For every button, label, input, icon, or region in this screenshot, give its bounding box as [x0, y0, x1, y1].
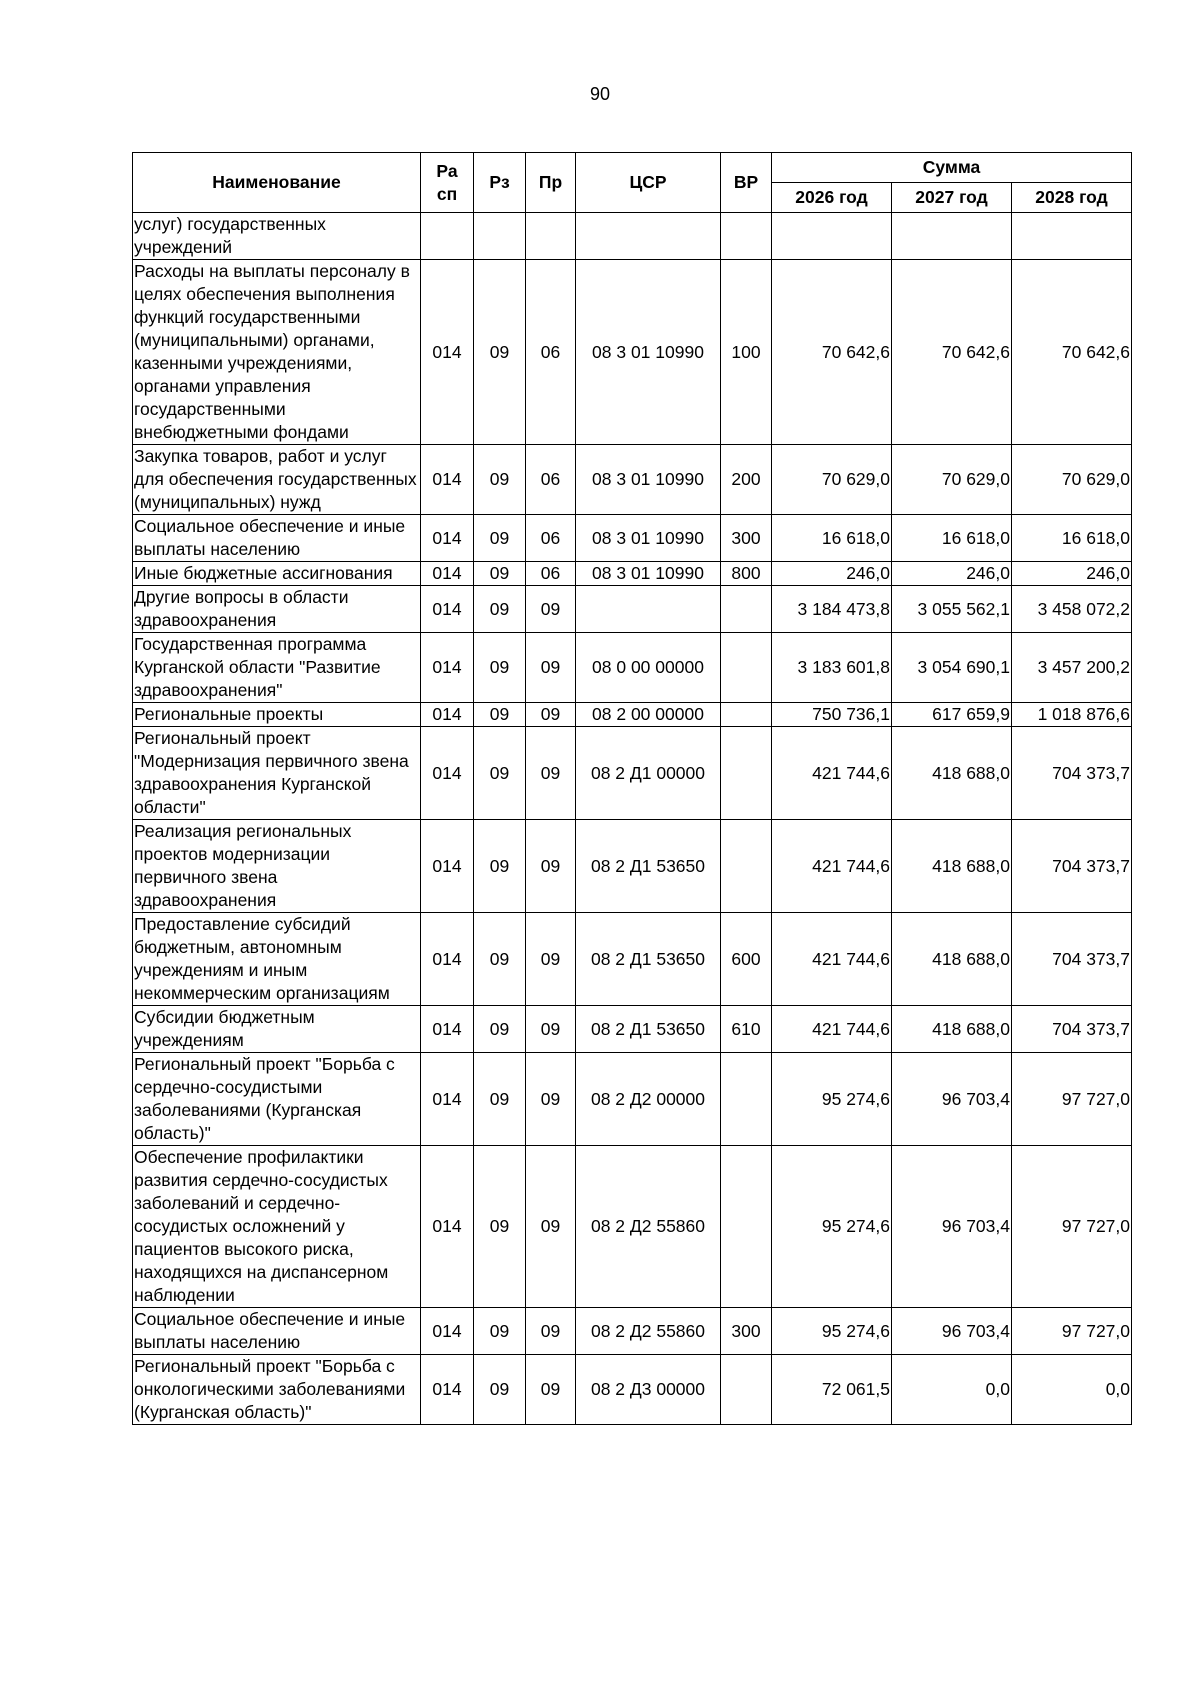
cell-name: Социальное обеспечение и иные выплаты населению	[133, 515, 421, 562]
header-rasp: Ра сп	[421, 153, 474, 213]
cell-2027: 3 055 562,1	[892, 586, 1012, 633]
cell-pr: 09	[526, 913, 576, 1006]
cell-pr: 06	[526, 445, 576, 515]
cell-vr: 200	[721, 445, 772, 515]
cell-pr: 09	[526, 703, 576, 727]
cell-pr: 09	[526, 820, 576, 913]
cell-pr	[526, 213, 576, 260]
cell-name: Реализация региональных проектов модернизации первичного звена здравоохранения	[133, 820, 421, 913]
cell-pr: 09	[526, 1355, 576, 1425]
cell-2026: 95 274,6	[772, 1053, 892, 1146]
cell-rz: 09	[474, 1006, 526, 1053]
cell-rasp: 014	[421, 1355, 474, 1425]
cell-pr: 09	[526, 1006, 576, 1053]
cell-rasp: 014	[421, 515, 474, 562]
cell-2026: 95 274,6	[772, 1308, 892, 1355]
cell-2026: 750 736,1	[772, 703, 892, 727]
cell-csr: 08 2 Д2 00000	[576, 1053, 721, 1146]
cell-pr: 09	[526, 1308, 576, 1355]
cell-2028	[1012, 213, 1132, 260]
cell-csr: 08 2 Д1 53650	[576, 820, 721, 913]
cell-2027: 96 703,4	[892, 1308, 1012, 1355]
cell-csr: 08 2 Д2 55860	[576, 1308, 721, 1355]
page-number: 90	[589, 84, 611, 104]
cell-rz: 09	[474, 562, 526, 586]
cell-2028: 704 373,7	[1012, 1006, 1132, 1053]
cell-2028: 3 458 072,2	[1012, 586, 1132, 633]
cell-2026: 72 061,5	[772, 1355, 892, 1425]
cell-csr: 08 2 00 00000	[576, 703, 721, 727]
cell-2026	[772, 213, 892, 260]
cell-2026: 70 629,0	[772, 445, 892, 515]
cell-2026: 421 744,6	[772, 1006, 892, 1053]
cell-rz: 09	[474, 260, 526, 445]
cell-pr: 09	[526, 633, 576, 703]
table-row	[133, 260, 1132, 445]
cell-rasp	[421, 213, 474, 260]
cell-name: Региональный проект "Модернизация первичного звена здравоохранения Курганской области"	[133, 727, 421, 820]
header-row	[133, 153, 1132, 183]
header-sum: Сумма	[772, 153, 1132, 183]
budget-table	[132, 152, 1132, 1425]
cell-name: Предоставление субсидий бюджетным, автономным учреждениям и иным некоммерческим организациям	[133, 913, 421, 1006]
cell-2028: 16 618,0	[1012, 515, 1132, 562]
cell-rasp: 014	[421, 445, 474, 515]
cell-pr: 09	[526, 727, 576, 820]
cell-2026: 16 618,0	[772, 515, 892, 562]
cell-csr: 08 2 Д1 53650	[576, 913, 721, 1006]
cell-rz: 09	[474, 586, 526, 633]
cell-vr: 100	[721, 260, 772, 445]
cell-2028: 704 373,7	[1012, 913, 1132, 1006]
cell-rasp: 014	[421, 1053, 474, 1146]
cell-2026: 421 744,6	[772, 727, 892, 820]
cell-2028: 97 727,0	[1012, 1308, 1132, 1355]
cell-name: Субсидии бюджетным учреждениям	[133, 1006, 421, 1053]
cell-2027: 418 688,0	[892, 820, 1012, 913]
cell-rz: 09	[474, 1308, 526, 1355]
table-row	[133, 913, 1132, 1006]
header-name: Наименование	[133, 153, 421, 213]
cell-2028: 70 642,6	[1012, 260, 1132, 445]
table-row	[133, 1146, 1132, 1308]
cell-vr: 610	[721, 1006, 772, 1053]
header-vr: ВР	[721, 153, 772, 213]
cell-rasp: 014	[421, 1146, 474, 1308]
cell-2028: 97 727,0	[1012, 1053, 1132, 1146]
cell-name: Региональный проект "Борьба с онкологическими заболеваниями (Курганская область)"	[133, 1355, 421, 1425]
cell-2026: 95 274,6	[772, 1146, 892, 1308]
cell-2027: 16 618,0	[892, 515, 1012, 562]
cell-2026: 3 184 473,8	[772, 586, 892, 633]
cell-csr	[576, 213, 721, 260]
cell-2028: 246,0	[1012, 562, 1132, 586]
cell-name: Другие вопросы в области здравоохранения	[133, 586, 421, 633]
table-row	[133, 445, 1132, 515]
cell-2026: 70 642,6	[772, 260, 892, 445]
cell-rz: 09	[474, 913, 526, 1006]
table-row	[133, 703, 1132, 727]
cell-name: Закупка товаров, работ и услуг для обеспечения государственных (муниципальных) нужд	[133, 445, 421, 515]
cell-csr: 08 2 Д3 00000	[576, 1355, 721, 1425]
cell-2028: 0,0	[1012, 1355, 1132, 1425]
cell-pr: 09	[526, 1053, 576, 1146]
cell-2027: 418 688,0	[892, 913, 1012, 1006]
cell-csr: 08 3 01 10990	[576, 562, 721, 586]
cell-rz: 09	[474, 1053, 526, 1146]
cell-csr: 08 3 01 10990	[576, 515, 721, 562]
cell-vr	[721, 1355, 772, 1425]
cell-rz: 09	[474, 633, 526, 703]
cell-vr	[721, 820, 772, 913]
cell-vr: 600	[721, 913, 772, 1006]
table-row	[133, 1308, 1132, 1355]
cell-2027	[892, 213, 1012, 260]
cell-rasp: 014	[421, 586, 474, 633]
cell-2028: 704 373,7	[1012, 820, 1132, 913]
cell-2027: 96 703,4	[892, 1053, 1012, 1146]
cell-rasp: 014	[421, 260, 474, 445]
cell-name: Иные бюджетные ассигнования	[133, 562, 421, 586]
cell-vr	[721, 633, 772, 703]
cell-pr: 09	[526, 1146, 576, 1308]
cell-csr: 08 2 Д2 55860	[576, 1146, 721, 1308]
cell-2027: 418 688,0	[892, 1006, 1012, 1053]
table-row	[133, 562, 1132, 586]
cell-rz	[474, 213, 526, 260]
cell-2027: 70 642,6	[892, 260, 1012, 445]
cell-2027: 246,0	[892, 562, 1012, 586]
cell-2026: 421 744,6	[772, 820, 892, 913]
cell-rz: 09	[474, 703, 526, 727]
cell-2027: 0,0	[892, 1355, 1012, 1425]
cell-name: Региональные проекты	[133, 703, 421, 727]
cell-pr: 06	[526, 515, 576, 562]
header-pr: Пр	[526, 153, 576, 213]
table-row	[133, 586, 1132, 633]
cell-csr: 08 3 01 10990	[576, 260, 721, 445]
cell-csr: 08 0 00 00000	[576, 633, 721, 703]
cell-2028: 97 727,0	[1012, 1146, 1132, 1308]
cell-2028: 3 457 200,2	[1012, 633, 1132, 703]
cell-rz: 09	[474, 445, 526, 515]
cell-2026: 421 744,6	[772, 913, 892, 1006]
cell-name: Региональный проект "Борьба с сердечно-сосудистыми заболеваниями (Курганская область)"	[133, 1053, 421, 1146]
cell-rz: 09	[474, 820, 526, 913]
cell-name: Обеспечение профилактики развития сердечно-сосудистых заболеваний и сердечно-сосудистых осложнений у пациентов высокого риска, находящихся на диспансерном наблюдении	[133, 1146, 421, 1308]
cell-2027: 3 054 690,1	[892, 633, 1012, 703]
cell-rz: 09	[474, 727, 526, 820]
table-row	[133, 1355, 1132, 1425]
cell-csr: 08 2 Д1 00000	[576, 727, 721, 820]
cell-2028: 704 373,7	[1012, 727, 1132, 820]
cell-vr	[721, 213, 772, 260]
header-rz: Рз	[474, 153, 526, 213]
cell-2028: 70 629,0	[1012, 445, 1132, 515]
table-row	[133, 1006, 1132, 1053]
table-row	[133, 727, 1132, 820]
cell-rz: 09	[474, 1355, 526, 1425]
cell-2028: 1 018 876,6	[1012, 703, 1132, 727]
cell-rasp: 014	[421, 1006, 474, 1053]
header-2026: 2026 год	[772, 183, 892, 213]
cell-2026: 3 183 601,8	[772, 633, 892, 703]
cell-2027: 418 688,0	[892, 727, 1012, 820]
cell-pr: 06	[526, 562, 576, 586]
cell-vr	[721, 586, 772, 633]
cell-csr: 08 2 Д1 53650	[576, 1006, 721, 1053]
cell-rasp: 014	[421, 727, 474, 820]
cell-2027: 70 629,0	[892, 445, 1012, 515]
table-row	[133, 515, 1132, 562]
cell-rasp: 014	[421, 913, 474, 1006]
cell-rasp: 014	[421, 1308, 474, 1355]
cell-vr	[721, 1053, 772, 1146]
cell-rasp: 014	[421, 633, 474, 703]
cell-vr: 300	[721, 515, 772, 562]
cell-name: услуг) государственных учреждений	[133, 213, 421, 260]
cell-name: Государственная программа Курганской области "Развитие здравоохранения"	[133, 633, 421, 703]
table-row	[133, 820, 1132, 913]
cell-vr	[721, 727, 772, 820]
header-csr: ЦСР	[576, 153, 721, 213]
cell-rasp: 014	[421, 820, 474, 913]
cell-vr	[721, 703, 772, 727]
cell-csr: 08 3 01 10990	[576, 445, 721, 515]
cell-rasp: 014	[421, 562, 474, 586]
cell-pr: 06	[526, 260, 576, 445]
table-row	[133, 1053, 1132, 1146]
cell-rasp: 014	[421, 703, 474, 727]
cell-name: Расходы на выплаты персоналу в целях обеспечения выполнения функций государственными (муниципальными) органами, казенными учреждениями, органами управления государственными внебюджетными фондами	[133, 260, 421, 445]
cell-name: Социальное обеспечение и иные выплаты населению	[133, 1308, 421, 1355]
table-body	[133, 213, 1132, 1425]
cell-pr: 09	[526, 586, 576, 633]
cell-2027: 617 659,9	[892, 703, 1012, 727]
cell-2026: 246,0	[772, 562, 892, 586]
cell-2027: 96 703,4	[892, 1146, 1012, 1308]
cell-vr: 800	[721, 562, 772, 586]
cell-rz: 09	[474, 1146, 526, 1308]
cell-rz: 09	[474, 515, 526, 562]
cell-csr	[576, 586, 721, 633]
table-row	[133, 213, 1132, 260]
header-2027: 2027 год	[892, 183, 1012, 213]
cell-vr	[721, 1146, 772, 1308]
table-row	[133, 633, 1132, 703]
header-2028: 2028 год	[1012, 183, 1132, 213]
cell-vr: 300	[721, 1308, 772, 1355]
